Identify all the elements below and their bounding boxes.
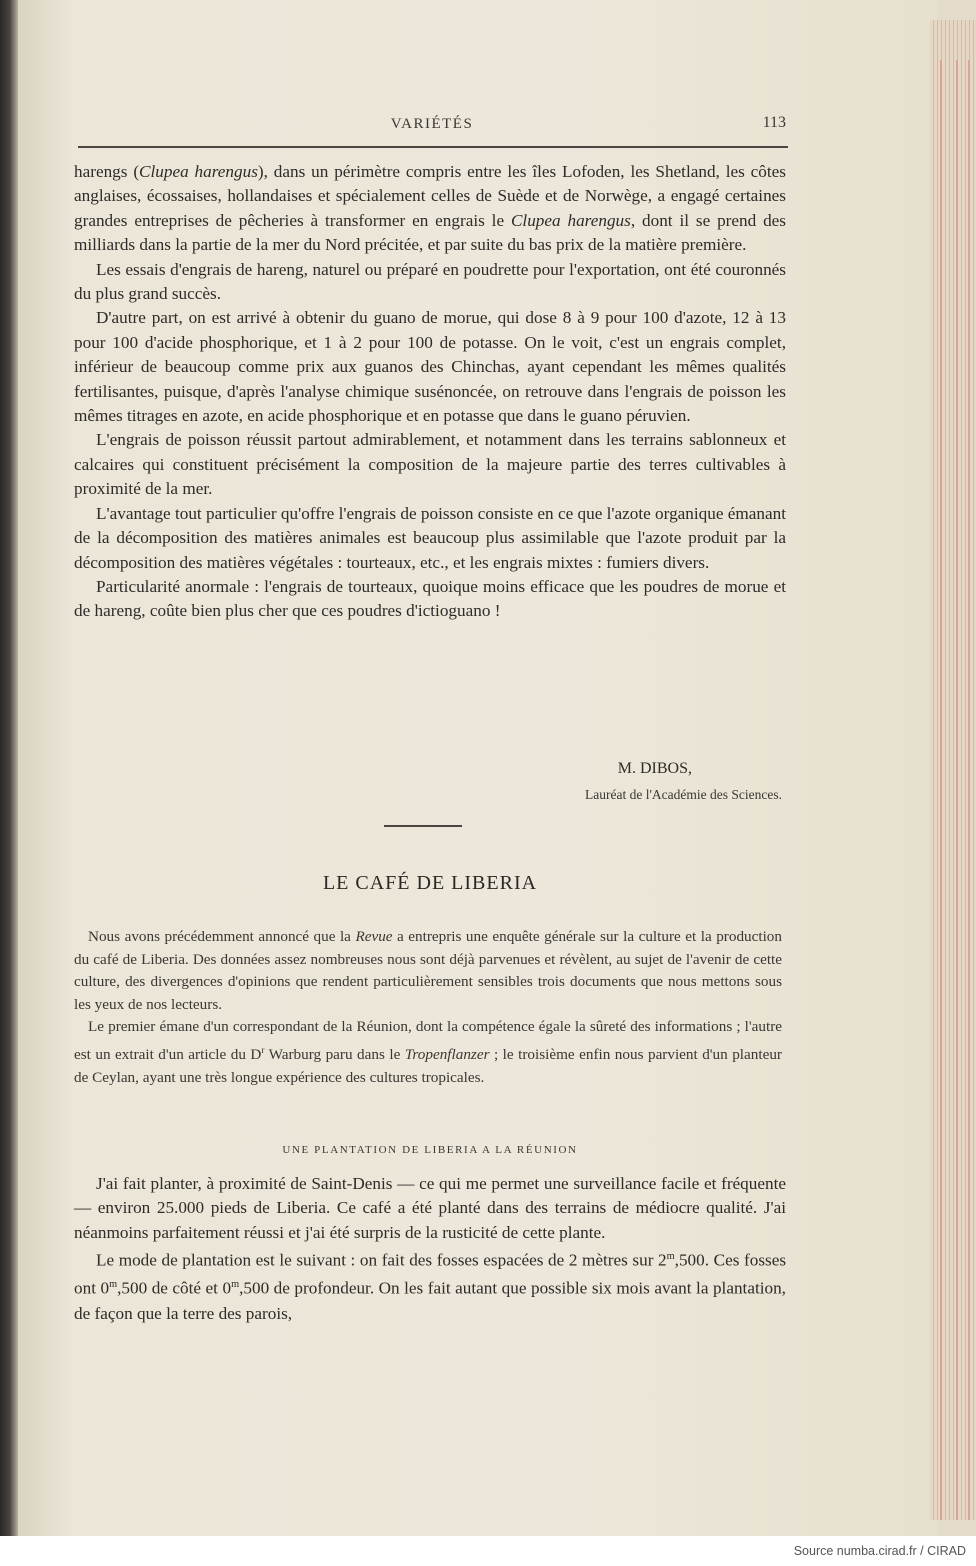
- italic-term: Tropenflanzer: [404, 1046, 490, 1064]
- superscript: r: [261, 1044, 265, 1055]
- paragraph: Le premier émane d'un correspondant de la Réunion, dont la compétence égale la sûreté des informations ; l'autre est un extrait d'un article du $D^r$ Warburg paru dans le Tropenflanzer ; le troisième enfin nous parvient d'un planteur de Ceylan, ayant une très longue expérience des cultures tropicales.: [74, 1018, 782, 1086]
- page-edge-stain: [940, 60, 942, 1520]
- paragraph: J'ai fait planter, à proximité de Saint-Denis — ce qui me permet une surveillance facile et fréquente — environ 25.000 pieds de Liberia. Ce café a été planté dans des terrains de médiocre qualité. J'ai néanmoins parfaitement réussi et j'ai été surpris de la rusticité de cette plante.: [74, 1174, 786, 1242]
- author-affiliation: Lauréat de l'Académie des Sciences.: [585, 787, 782, 802]
- page-edge-stain: [968, 60, 970, 1520]
- section-title: LE CAFÉ DE LIBERIA: [322, 872, 538, 894]
- header-rule: [78, 146, 788, 148]
- source-credit: Source numba.cirad.fr / CIRAD: [793, 1544, 966, 1558]
- article-dibos-body: [74, 160, 786, 624]
- section-intro: [74, 926, 782, 1089]
- book-spine: [0, 0, 18, 1536]
- page-edges: [930, 20, 976, 1520]
- paragraph: L'engrais de poisson réussit partout admirablement, et notamment dans les terrains sablonneux et calcaires qui constituent précisément la composition de la majeure partie des terres cultivables à proximité de la mer.: [74, 430, 786, 499]
- paragraph: Particularité anormale : l'engrais de tourteaux, quoique moins efficace que les poudres de morue et de hareng, coûte bien plus cher que ces poudres d'ictioguano !: [74, 576, 786, 621]
- author-signature: M. DIBOS,: [617, 760, 692, 777]
- paragraph: Les essais d'engrais de hareng, naturel ou préparé en poudrette pour l'exportation, ont été couronnés du plus grand succès.: [74, 259, 786, 304]
- subsection-title: UNE PLANTATION DE LIBERIA A LA RÉUNION: [282, 1144, 578, 1156]
- paragraph: Le mode de plantation est le suivant : on fait des fosses espacées de 2 mètres sur 2$^m$,500. Ces fosses ont 0$^m$,500 de côté et 0$^m$,500 de profondeur. On les fait autant que possible six mois avant la plantation, de façon que la terre des parois,: [74, 1250, 787, 1323]
- paragraph: harengs (Clupea harengus), dans un périmètre compris entre les îles Lofoden, les Shetland, les côtes anglaises, écossaises, hollandaises et spécialement celles de Suède et de Norwège, a engagé certaines grandes entreprises de pêcheries à transformer en engrais le Clupea harengus, dont il se prend des milliards dans la partie de la mer du Nord précitée, et par suite du bas prix de la matière première.: [74, 162, 786, 255]
- running-title: VARIÉTÉS: [390, 116, 474, 132]
- italic-term: Clupea harengus: [139, 162, 258, 181]
- running-header: [78, 114, 786, 144]
- superscript: m: [231, 1279, 240, 1291]
- paragraph: D'autre part, on est arrivé à obtenir du guano de morue, qui dose 8 à 9 pour 100 d'azote, 12 à 13 pour 100 d'acide phosphorique, et 1 à 2 pour 100 de potasse. On le voit, c'est un engrais complet, inférieur de beaucoup comme prix aux guanos des Chinchas, ayant cependant les mêmes qualités fertilisantes, puisque, d'après l'analyse chimique susénoncée, on retrouve dans l'engrais de poisson les mêmes titrages en azote, en acide phosphorique et en potasse que dans le guano péruvien.: [74, 308, 786, 426]
- italic-term: Clupea harengus: [510, 210, 631, 230]
- page-number: 113: [762, 114, 786, 131]
- italic-term: Revue: [355, 928, 393, 945]
- section-separator: [384, 825, 462, 827]
- paragraph: L'avantage tout particulier qu'offre l'engrais de poisson consiste en ce que l'azote organique émanant de la décomposition des matières animales est beaucoup plus assimilable que l'azote produit par la décomposition des matières végétales : tourteaux, etc., et les engrais mixtes : fumiers divers.: [74, 503, 786, 572]
- superscript: m: [666, 1251, 675, 1263]
- paragraph: Nous avons précédemment annoncé que la Revue a entrepris une enquête générale sur la culture et la production du café de Liberia. Des données assez nombreuses nous sont déjà parvenues et révèlent, au sujet de l'avenir de cette culture, des divergences d'opinions que rendent particulièrement sensibles trois documents que nous mettons sous les yeux de nos lecteurs.: [74, 928, 782, 1013]
- superscript: m: [109, 1279, 118, 1291]
- page-edge-stain: [956, 60, 958, 1520]
- subsection-body: [74, 1172, 786, 1326]
